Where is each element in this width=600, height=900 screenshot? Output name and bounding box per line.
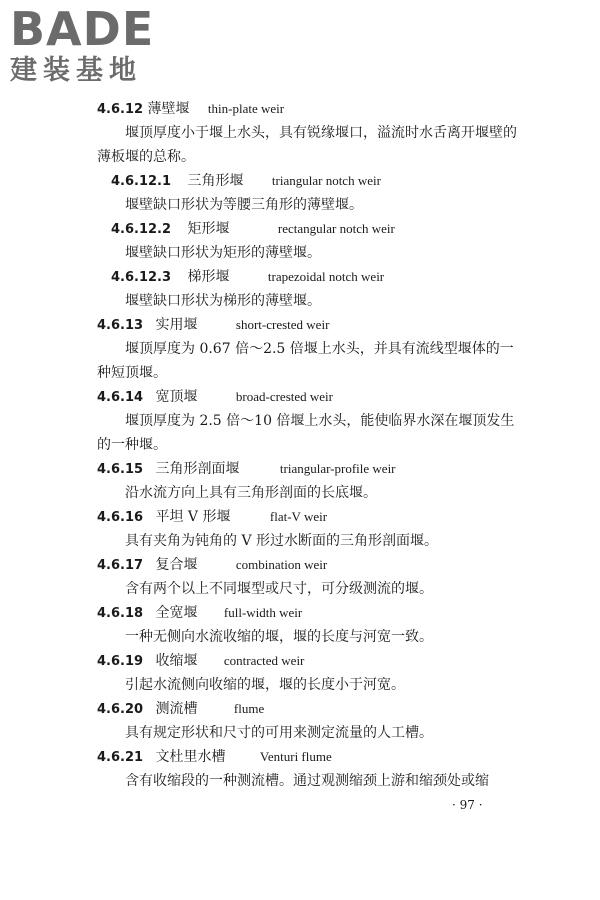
term-heading: [97, 97, 517, 121]
term-heading: [97, 697, 517, 721]
term-heading: [97, 265, 517, 289]
term-english: short-crested weir: [235, 317, 330, 332]
term-number: 4.6.12.1: [111, 174, 172, 189]
page-number: · 97 ·: [452, 798, 483, 812]
term-chinese: 宽顶堰: [155, 389, 198, 405]
term-chinese: 复合堰: [155, 557, 198, 573]
term-number: 4.6.17: [97, 558, 144, 573]
term-chinese: 薄壁堰: [147, 101, 190, 117]
term-entry-4-6-21: [97, 745, 517, 793]
term-english: thin-plate weir: [207, 101, 285, 116]
term-english: trapezoidal notch weir: [267, 269, 385, 284]
term-heading: [97, 385, 517, 409]
term-definition: 堰顶厚度为 2.5 倍～10 倍堰上水头，能使临界水深在堰顶发生的一种堰。: [97, 413, 515, 453]
term-english: rectangular notch weir: [277, 221, 395, 236]
term-heading: [97, 745, 517, 769]
term-heading: [97, 553, 517, 577]
term-english: broad-crested weir: [235, 389, 333, 404]
term-entry-4-6-19: [97, 649, 517, 697]
term-english: flume: [233, 701, 265, 716]
term-definition: 堰顶厚度小于堰上水头，具有锐缘堰口，溢流时水舌离开堰壁的薄板堰的总称。: [97, 125, 517, 165]
term-definition: 具有夹角为钝角的 V 形过水断面的三角形剖面堰。: [125, 533, 439, 549]
term-heading: [97, 505, 517, 529]
term-heading: [97, 313, 517, 337]
term-english: combination weir: [235, 557, 328, 572]
term-number: 4.6.18: [97, 606, 144, 621]
term-heading: [97, 217, 517, 241]
logo-wordmark: BADE: [10, 2, 155, 56]
term-number: 4.6.12.3: [111, 270, 172, 285]
logo-tagline: 建装基地: [10, 55, 142, 86]
term-number: 4.6.13: [97, 318, 144, 333]
term-heading: [97, 601, 517, 625]
term-english: triangular notch weir: [271, 173, 381, 188]
term-english: contracted weir: [223, 653, 305, 668]
term-number: 4.6.14: [97, 390, 144, 405]
term-chinese: 矩形堰: [187, 221, 230, 237]
term-chinese: 实用堰: [155, 317, 198, 333]
term-definition: 具有规定形状和尺寸的可用来测定流量的人工槽。: [125, 725, 433, 741]
term-definition: 沿水流方向上具有三角形剖面的长底堰。: [125, 485, 377, 501]
term-number: 4.6.21: [97, 750, 144, 765]
term-heading: [97, 169, 517, 193]
term-entry-4-6-20: [97, 697, 517, 745]
term-definition: 引起水流侧向收缩的堰，堰的长度小于河宽。: [125, 677, 405, 693]
term-english: triangular-profile weir: [279, 461, 396, 476]
term-definition: 堰顶厚度为 0.67 倍～2.5 倍堰上水头，并具有流线型堰体的一种短顶堰。: [97, 341, 514, 381]
term-definition: 堰壁缺口形状为梯形的薄壁堰。: [125, 293, 321, 309]
term-number: 4.6.16: [97, 510, 144, 525]
term-number: 4.6.20: [97, 702, 144, 717]
term-english: Venturi flume: [259, 749, 332, 764]
term-entry-4-6-12: [97, 97, 517, 169]
term-definition: 含有收缩段的一种测流槽。通过观测缩颈上游和缩颈处或缩: [125, 773, 489, 789]
term-entry-4-6-17: [97, 553, 517, 601]
term-entry-4-6-12-1: [97, 169, 517, 217]
term-number: 4.6.12.2: [111, 222, 172, 237]
term-definition: 堰壁缺口形状为等腰三角形的薄壁堰。: [125, 197, 363, 213]
term-number: 4.6.12: [97, 102, 144, 117]
term-chinese: 三角形剖面堰: [155, 461, 240, 477]
term-english: full-width weir: [223, 605, 303, 620]
term-heading: [97, 649, 517, 673]
term-chinese: 测流槽: [155, 701, 198, 717]
glossary-content: [97, 97, 517, 793]
term-definition: 一种无侧向水流收缩的堰，堰的长度与河宽一致。: [125, 629, 433, 645]
term-chinese: 文杜里水槽: [155, 749, 226, 765]
term-chinese: 收缩堰: [155, 653, 198, 669]
term-heading: [97, 457, 517, 481]
term-definition: 堰壁缺口形状为矩形的薄壁堰。: [125, 245, 321, 261]
term-chinese: 平坦 V 形堰: [155, 509, 231, 525]
term-english: flat-V weir: [269, 509, 328, 524]
term-entry-4-6-12-2: [97, 217, 517, 265]
term-entry-4-6-15: [97, 457, 517, 505]
term-entry-4-6-14: [97, 385, 517, 457]
term-number: 4.6.15: [97, 462, 144, 477]
term-number: 4.6.19: [97, 654, 144, 669]
term-chinese: 梯形堰: [187, 269, 230, 285]
term-chinese: 三角形堰: [187, 173, 244, 189]
bade-logo: [10, 4, 180, 88]
term-entry-4-6-12-3: [97, 265, 517, 313]
term-definition: 含有两个以上不同堰型或尺寸，可分级测流的堰。: [125, 581, 433, 597]
term-chinese: 全宽堰: [155, 605, 198, 621]
term-entry-4-6-13: [97, 313, 517, 385]
term-entry-4-6-18: [97, 601, 517, 649]
term-entry-4-6-16: [97, 505, 517, 553]
